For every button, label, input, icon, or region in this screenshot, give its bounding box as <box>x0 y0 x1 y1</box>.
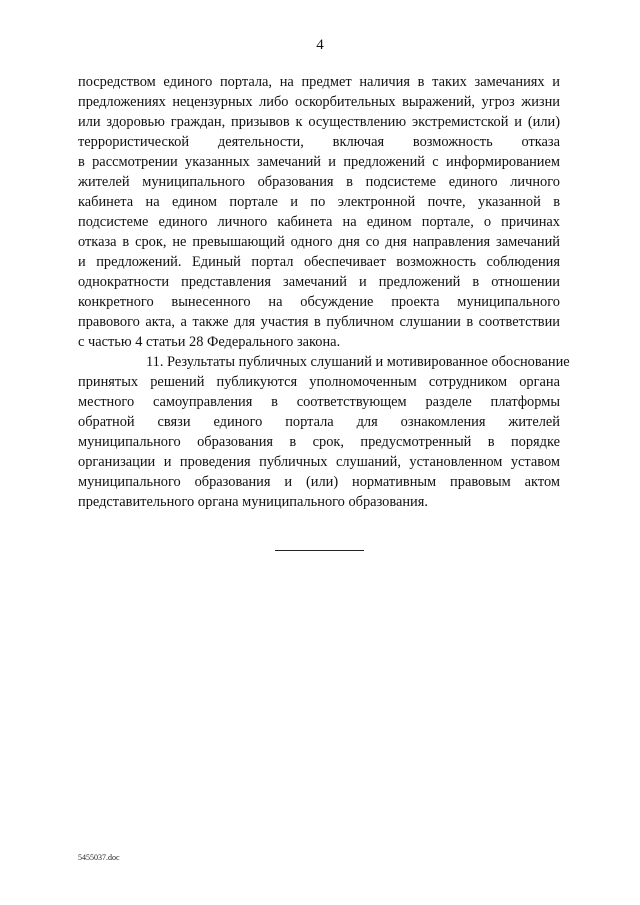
document-body <box>78 72 570 512</box>
text-line: посредством единого портала, на предмет наличия в таких замечаниях и <box>78 74 560 90</box>
text-line: и предложений. Единый портал обеспечивает возможность соблюдения <box>78 254 560 270</box>
footer-file-code: 5455037.doc <box>78 853 120 862</box>
text-line: муниципального образования в срок, предусмотренный в порядке <box>78 434 560 450</box>
end-of-text-rule <box>275 550 364 551</box>
text-line: или здоровью граждан, призывов к осуществлению экстремистской и (или) <box>78 114 560 130</box>
text-line: террористической деятельности, включая возможность отказа <box>78 134 560 150</box>
text-line: 11. Результаты публичных слушаний и мотивированное обоснование <box>146 354 570 370</box>
text-line: предложениях нецензурных либо оскорбительных выражений, угроз жизни <box>78 94 560 110</box>
text-line: правового акта, а также для участия в публичном слушании в соответствии <box>78 314 560 330</box>
text-line: принятых решений публикуются уполномоченным сотрудником органа <box>78 374 560 390</box>
text-line: местного самоуправления в соответствующем разделе платформы <box>78 394 560 410</box>
text-line: отказа в срок, не превышающий одного дня со дня направления замечаний <box>78 234 560 250</box>
text-line: в рассмотрении указанных замечаний и предложений с информированием <box>78 154 560 170</box>
text-line: конкретного вынесенного на обсуждение проекта муниципального <box>78 294 560 310</box>
text-line: обратной связи единого портала для ознакомления жителей <box>78 414 560 430</box>
paragraph-continued <box>78 72 560 352</box>
text-line: организации и проведения публичных слушаний, установленном уставом <box>78 454 560 470</box>
text-line: муниципального образования и (или) нормативным правовым актом <box>78 474 560 490</box>
text-line: кабинета на едином портале и по электронной почте, указанной в <box>78 194 560 210</box>
text-line: представительного органа муниципального образования. <box>78 494 428 510</box>
text-line: жителей муниципального образования в подсистеме единого личного <box>78 174 560 190</box>
text-line: подсистеме единого личного кабинета на едином портале, о причинах <box>78 214 560 230</box>
text-line: однократности представления замечаний и предложений в отношении <box>78 274 560 290</box>
paragraph-11 <box>78 352 570 512</box>
text-line: с частью 4 статьи 28 Федерального закона. <box>78 334 341 350</box>
page-number: 4 <box>316 37 324 53</box>
